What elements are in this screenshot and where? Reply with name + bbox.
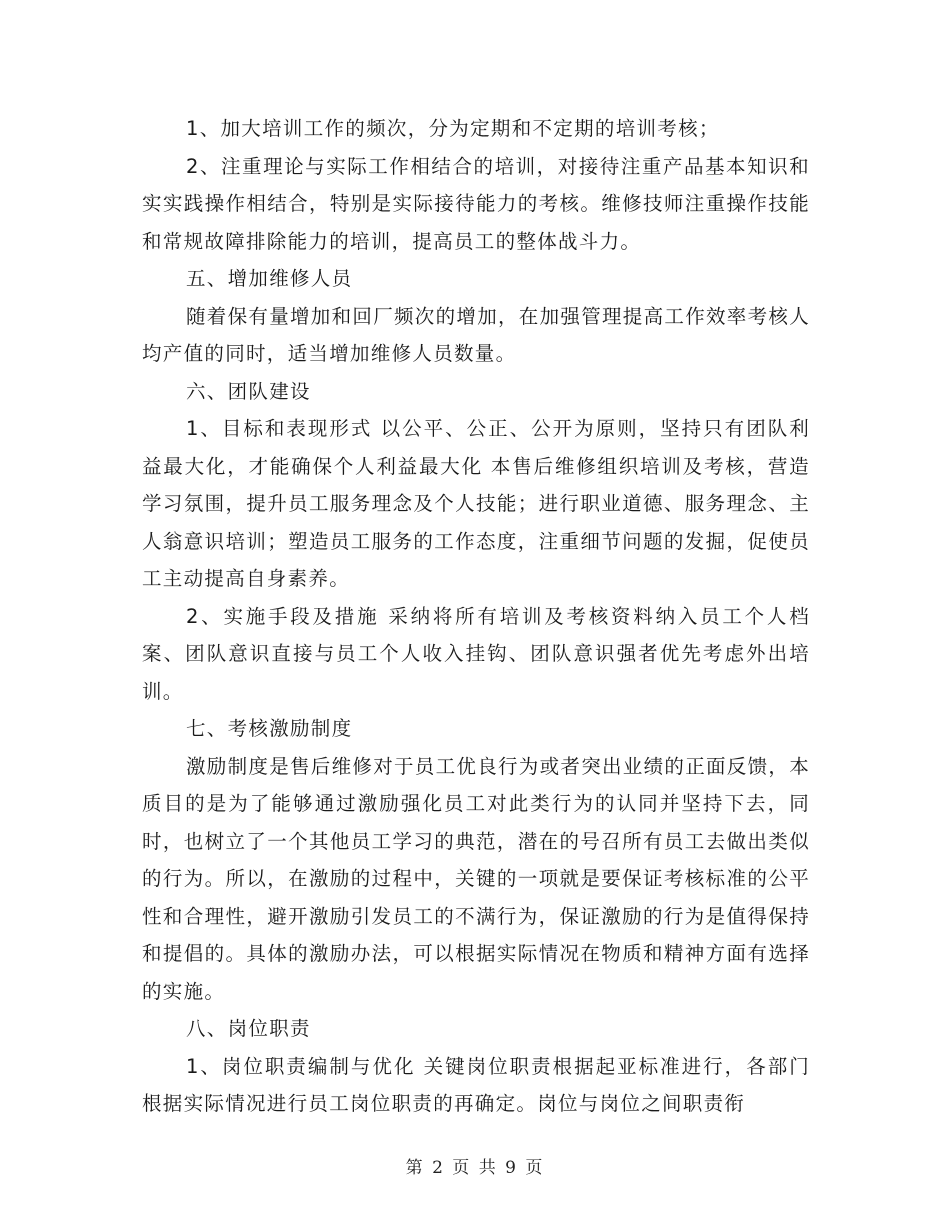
paragraph-incentives: 激励制度是售后维修对于员工优良行为或者突出业绩的正面反馈，本质目的是为了能够通过激励强化员工对此类行为的认同并坚持下去，同时，也树立了一个其他员工学习的典范，潜在的号召所有员工去做出类似的行为。所以，在激励的过程中，关键的一项就是要保证考核标准的公平性和合理性，避开激励引发员工的不满行为，保证激励的行为是值得保持和提倡的。具体的激励办法，可以根据实际情况在物质和精神方面有选择的实施。 [142,754,811,1003]
page-number-footer: 第 2 页 共 9 页 [405,1158,545,1178]
paragraph-staffing: 随着保有量增加和回厂频次的增加，在加强管理提高工作效率考核人均产值的同时，适当增加维修人员数量。 [142,304,811,365]
section-heading-job-duties: 八、岗位职责 [186,1017,311,1040]
section-heading-incentives: 七、考核激励制度 [186,717,353,740]
paragraph-team-goals: 1、目标和表现形式 以公平、公正、公开为原则，坚持只有团队利益最大化，才能确保个人利益最大化 本售后维修组织培训及考核，营造学习氛围，提升员工服务理念及个人技能；进行职业道德、服务理念、主人翁意识培训；塑造员工服务的工作态度，注重细节问题的发掘，促使员工主动提高自身素养。 [142,417,810,590]
section-heading-team-building: 六、团队建设 [186,379,311,403]
paragraph-theory-practice: 2、注重理论与实际工作相结合的培训，对接待注重产品基本知识和实实践操作相结合，特别是实际接待能力的考核。维修技师注重操作技能和常规故障排除能力的培训，提高员工的整体战斗力。 [142,154,810,253]
paragraph-team-measures: 2、实施手段及措施 采纳将所有培训及考核资料纳入员工个人档案、团队意识直接与员工个人收入挂钩、团队意识强者优先考虑外出培训。 [142,604,810,703]
section-heading-staffing: 五、增加维修人员 [186,267,353,290]
paragraph-job-duties: 1、岗位职责编制与优化 关键岗位职责根据起亚标准进行，各部门根据实际情况进行员工岗位职责的再确定。岗位与岗位之间职责衔 [142,1054,810,1115]
paragraph-training-frequency: 1、加大培训工作的频次，分为定期和不定期的培训考核； [186,117,720,140]
document-body [142,110,810,1123]
